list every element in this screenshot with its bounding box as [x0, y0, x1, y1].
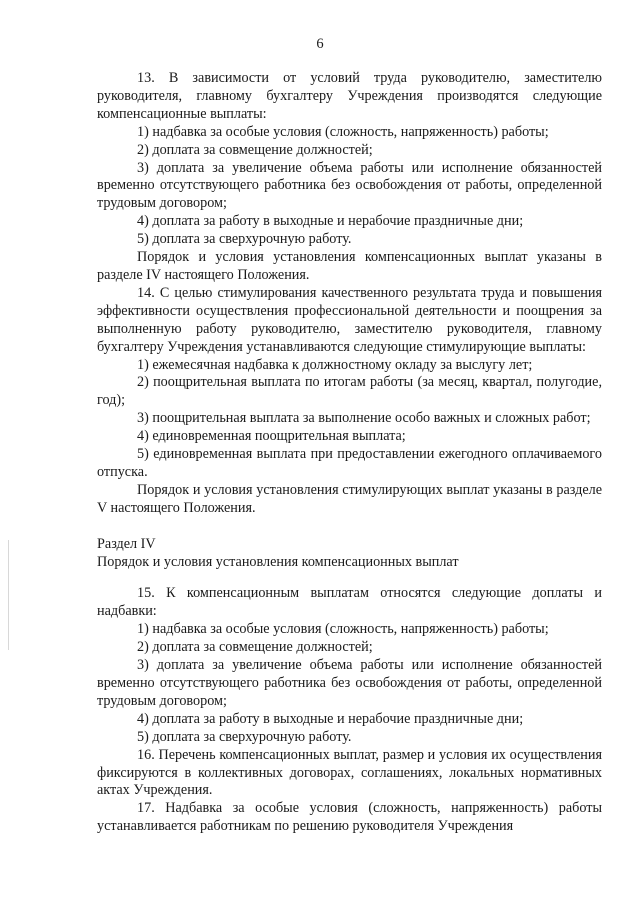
paragraph: Порядок и условия установления стимулирующих выплат указаны в разделе V настоящего Положения. — [97, 481, 602, 516]
list-item: 1) надбавка за особые условия (сложность, напряженность) работы; — [137, 621, 549, 638]
list-item: 5) единовременная выплата при предоставлении ежегодного оплачиваемого отпуска. — [97, 446, 602, 480]
section-heading-number: Раздел IV — [97, 535, 156, 552]
paragraph: 16. Перечень компенсационных выплат, размер и условия их осуществления фиксируются в коллективных договорах, соглашениях, локальных нормативных актах Учреждения. — [97, 746, 602, 799]
section-spacer — [97, 518, 602, 536]
list-item: 1) ежемесячная надбавка к должностному окладу за выслугу лет; — [137, 356, 533, 373]
paragraph: 15. К компенсационным выплатам относятся следующие доплаты и надбавки: — [97, 585, 602, 620]
paragraph: 14. С целью стимулирования качественного результата труда и повышения эффективности осуществления профессиональной деятельности и поощрения за выполненную работу руководителю, заместителю руководителя, главному бухгалтеру Учреждения устанавливаются следующие стимулирующие выплаты: — [97, 284, 602, 355]
document-body — [97, 70, 602, 836]
list-item: 2) доплата за совмещение должностей; — [137, 639, 373, 656]
list-item: 2) поощрительная выплата по итогам работы (за месяц, квартал, полугодие, год); — [97, 374, 602, 409]
paragraph: 17. Надбавка за особые условия (сложность, напряженность) работы устанавливается работникам по решению руководителя Учреждения — [97, 800, 602, 835]
paragraph: Порядок и условия установления компенсационных выплат указаны в разделе IV настоящего Положения. — [97, 249, 602, 283]
list-item: 2) доплата за совмещение должностей; — [137, 141, 373, 158]
list-item: 4) доплата за работу в выходные и нерабочие праздничные дни; — [137, 213, 524, 230]
list-item: 4) единовременная поощрительная выплата; — [137, 428, 406, 445]
list-item: 3) поощрительная выплата за выполнение особо важных и сложных работ; — [137, 410, 591, 427]
section-spacer — [97, 571, 602, 585]
list-item: 3) доплата за увеличение объема работы или исполнение обязанностей временно отсутствующего работника без освобождения от работы, определенной трудовым договором; — [97, 657, 602, 709]
page-number: 6 — [316, 36, 324, 52]
scan-artifact-line — [8, 540, 9, 650]
list-item: 4) доплата за работу в выходные и нерабочие праздничные дни; — [137, 710, 524, 727]
list-item: 5) доплата за сверхурочную работу. — [137, 728, 352, 745]
list-item: 1) надбавка за особые условия (сложность, напряженность) работы; — [137, 123, 549, 140]
list-item: 3) доплата за увеличение объема работы или исполнение обязанностей временно отсутствующего работника без освобождения от работы, определенной трудовым договором; — [97, 159, 602, 212]
list-item: 5) доплата за сверхурочную работу. — [137, 231, 352, 248]
paragraph: 13. В зависимости от условий труда руководителю, заместителю руководителя, главному бухгалтеру Учреждения производятся следующие компенсационные выплаты: — [97, 70, 602, 122]
section-heading-title: Порядок и условия установления компенсационных выплат — [97, 553, 459, 570]
